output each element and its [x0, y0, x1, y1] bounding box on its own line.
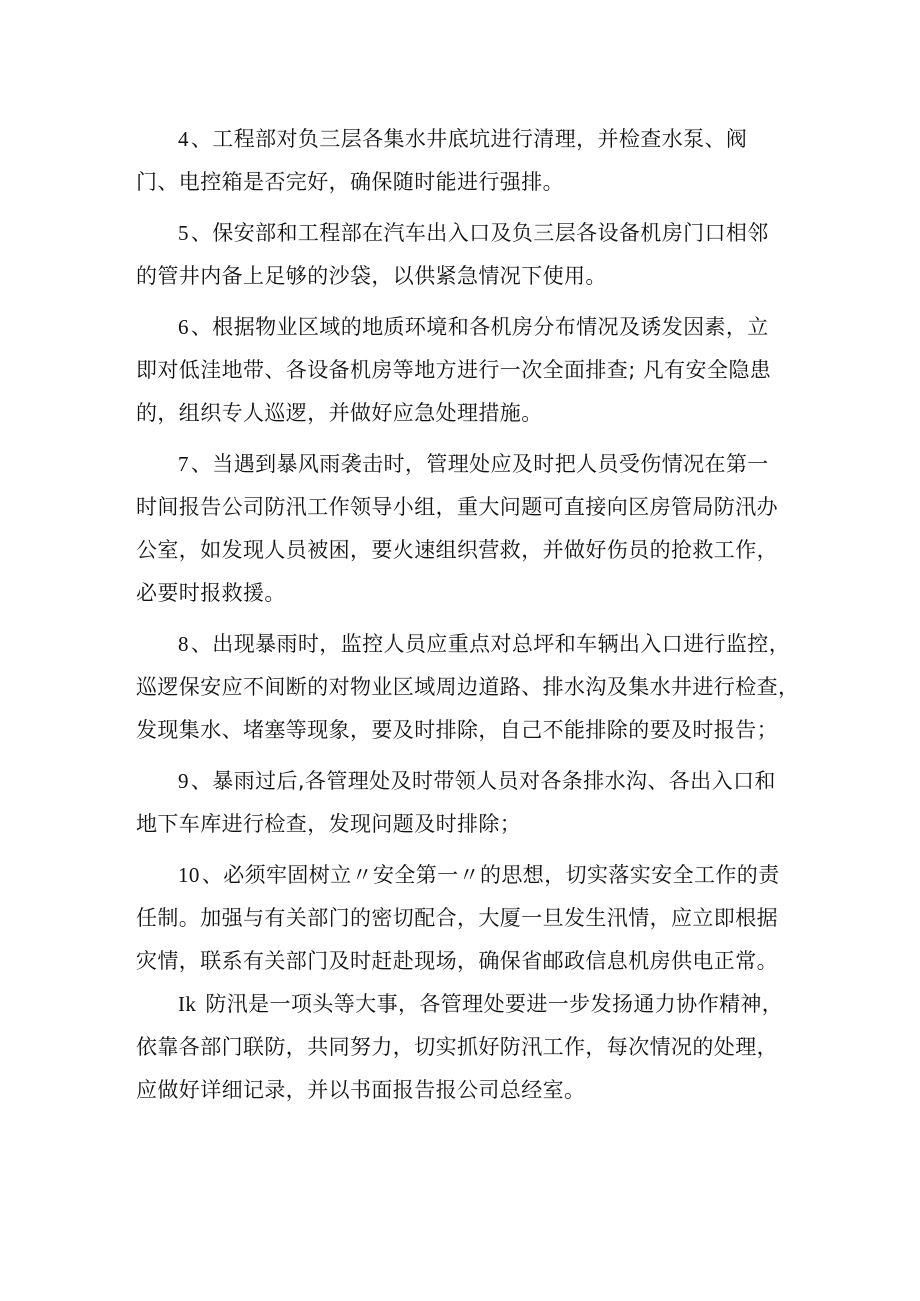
line-text: 、必须牢固树立〃安全第一〃的思想，切实落实安全工作的责	[201, 863, 780, 887]
paragraph-line	[136, 983, 786, 1026]
line-text: 、暴雨过后,各管理处及时带领人员对各条排水沟、各出入口和	[190, 769, 776, 793]
paragraph-line: 的管井内备上足够的沙袋，以供紧急情况下使用。	[136, 264, 607, 288]
item-number: 10	[178, 863, 200, 887]
paragraph-4	[136, 118, 786, 204]
paragraph-line: 的，组织专人巡逻，并做好应急处理措施。	[136, 401, 543, 425]
item-number: 6	[178, 315, 189, 339]
paragraph-line	[136, 760, 786, 803]
line-text: 、根据物业区域的地质环境和各机房分布情况及诱发因素，立	[190, 315, 769, 339]
paragraph-9	[136, 760, 786, 846]
paragraph-8	[136, 623, 800, 752]
paragraph-line: 公室，如发现人员被困，要火速组织营救，并做好伤员的抢救工作，	[136, 538, 778, 562]
paragraph-line	[136, 306, 786, 349]
paragraph-line: 灾情，联系有关部门及时赶赴现场，确保省邮政信息机房供电正常。	[136, 949, 778, 973]
document-body	[136, 118, 800, 1120]
line-text: 、当遇到暴风雨袭击时，管理处应及时把人员受伤情况在第一	[190, 452, 769, 476]
paragraph-line: 门、电控箱是否完好，确保随时能进行强排。	[136, 170, 564, 194]
line-text: 、出现暴雨时，监控人员应重点对总坪和车辆出入口进行监控，	[190, 632, 791, 656]
paragraph-line: 依靠各部门联防，共同努力，切实抓好防汛工作，每次情况的处理，	[136, 1035, 778, 1059]
item-number: 4	[178, 127, 189, 151]
paragraph-11	[136, 983, 786, 1112]
paragraph-7	[136, 443, 786, 615]
line-text: 、工程部对负三层各集水井底坑进行清理，并检查水泵、阀	[190, 127, 748, 151]
paragraph-line	[136, 443, 786, 486]
paragraph-line	[136, 623, 791, 666]
item-number: Ik	[178, 992, 197, 1016]
paragraph-line: 应做好详细记录，并以书面报告报公司总经室。	[136, 1078, 586, 1102]
paragraph-line: 发现集水、堵塞等现象，要及时排除，自己不能排除的要及时报告；	[136, 718, 778, 742]
item-number: 8	[178, 632, 189, 656]
paragraph-line: 任制。加强与有关部门的密切配合，大厦一旦发生汛情，应立即根据	[136, 906, 778, 930]
paragraph-10	[136, 854, 786, 983]
line-text: 防汛是一项头等大事，各管理处要进一步发扬通力协作精神，	[198, 992, 784, 1016]
paragraph-line: 即对低洼地带、各设备机房等地方进行一次全面排查; 凡有安全隐患	[136, 358, 772, 382]
paragraph-line	[136, 212, 786, 255]
paragraph-line	[136, 118, 786, 161]
paragraph-line: 地下车库进行检查，发现问题及时排除；	[136, 812, 522, 836]
item-number: 9	[178, 769, 189, 793]
paragraph-line: 必要时报救援。	[136, 581, 286, 605]
line-text: 、保安部和工程部在汽车出入口及负三层各设备机房门口相邻	[190, 221, 769, 245]
item-number: 7	[178, 452, 189, 476]
paragraph-6	[136, 306, 786, 435]
paragraph-line	[136, 854, 786, 897]
paragraph-5	[136, 212, 786, 298]
item-number: 5	[178, 221, 189, 245]
paragraph-line: 时间报告公司防汛工作领导小组，重大问题可直接向区房管局防汛办	[136, 495, 778, 519]
paragraph-line: 巡逻保安应不间断的对物业区域周边道路、排水沟及集水井进行检查，	[136, 675, 800, 699]
